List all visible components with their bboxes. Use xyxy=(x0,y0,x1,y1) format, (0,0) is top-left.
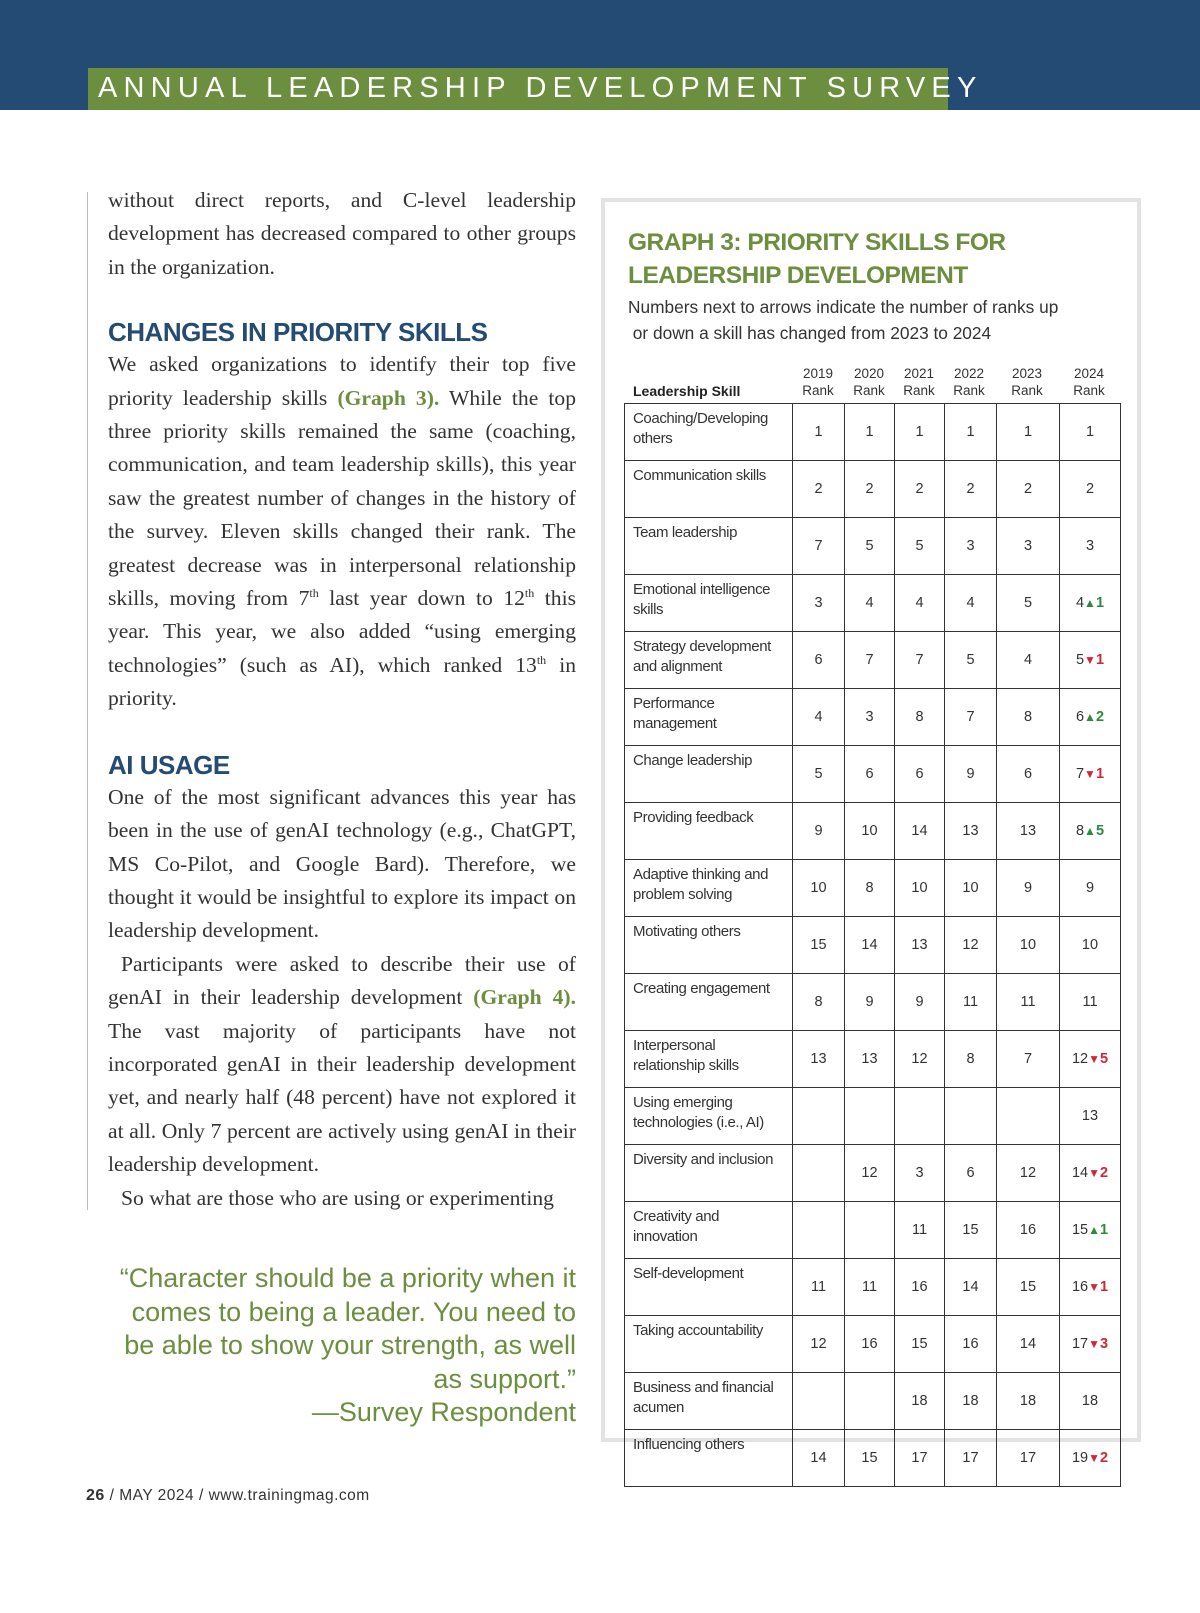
rank-cell: 12 xyxy=(845,1145,895,1202)
arrow-up-icon: ▲ xyxy=(1084,710,1096,724)
year-label: 2024 xyxy=(1073,366,1105,381)
rank-cell xyxy=(845,1373,895,1430)
rank-cell xyxy=(1060,1430,1121,1487)
rank-cell: 4 xyxy=(845,575,895,632)
rank-cell: 10 xyxy=(845,803,895,860)
rank-cell: 17 xyxy=(997,1430,1060,1487)
rank-down-indicator xyxy=(1088,1450,1108,1466)
rank-cell: 3 xyxy=(793,575,845,632)
section-heading-priority-skills: CHANGES IN PRIORITY SKILLS xyxy=(108,317,488,348)
superscript: th xyxy=(309,585,319,600)
year-header-2021 xyxy=(897,366,941,399)
rank-cell: 6 xyxy=(997,746,1060,803)
rank-cell: 3 xyxy=(997,518,1060,575)
skill-name: Self-development xyxy=(625,1259,793,1316)
rank-value: 9 xyxy=(1085,880,1095,896)
rank-cell: 18 xyxy=(997,1373,1060,1430)
skill-name: Taking accountability xyxy=(625,1316,793,1373)
arrow-down-icon: ▼ xyxy=(1084,653,1096,667)
table-row xyxy=(625,1316,1121,1373)
arrow-down-icon: ▼ xyxy=(1088,1166,1100,1180)
rank-cell: 7 xyxy=(997,1031,1060,1088)
rank-cell: 15 xyxy=(793,917,845,974)
rank-cell: 2 xyxy=(945,461,997,518)
rank-cell: 16 xyxy=(845,1316,895,1373)
graph-title xyxy=(628,226,1128,292)
rank-cell: 12 xyxy=(793,1316,845,1373)
skill-name: Business and financial acumen xyxy=(625,1373,793,1430)
rank-up-indicator xyxy=(1084,595,1104,611)
rank-cell xyxy=(1060,1088,1121,1145)
arrow-down-icon: ▼ xyxy=(1088,1052,1100,1066)
rank-cell: 9 xyxy=(845,974,895,1031)
rank-value: 13 xyxy=(1081,1108,1099,1124)
graph-subtitle xyxy=(628,295,1118,346)
year-label: 2020 xyxy=(853,366,885,381)
rank-label: Rank xyxy=(1011,382,1043,398)
table-row xyxy=(625,1088,1121,1145)
rank-value: 2 xyxy=(1085,481,1095,497)
rank-cell: 15 xyxy=(895,1316,945,1373)
rank-cell: 18 xyxy=(945,1373,997,1430)
rank-cell: 12 xyxy=(997,1145,1060,1202)
table-row xyxy=(625,461,1121,518)
rank-cell: 11 xyxy=(997,974,1060,1031)
rank-cell: 14 xyxy=(895,803,945,860)
rank-cell: 8 xyxy=(997,689,1060,746)
rank-cell: 13 xyxy=(997,803,1060,860)
graph-subtitle-line-2: or down a skill has changed from 2023 to 2024 xyxy=(628,322,992,343)
rank-cell: 7 xyxy=(945,689,997,746)
skill-name: Diversity and inclusion xyxy=(625,1145,793,1202)
rank-down-indicator xyxy=(1084,652,1104,668)
graph-title-line-1: GRAPH 3: PRIORITY SKILLS FOR xyxy=(628,229,1006,256)
table-row xyxy=(625,1430,1121,1487)
skill-name: Strategy development and alignment xyxy=(625,632,793,689)
year-header-2023 xyxy=(1005,366,1049,399)
rank-value: 10 xyxy=(1081,937,1099,953)
graph3-reference: (Graph 3). xyxy=(337,385,440,410)
rank-cell: 15 xyxy=(997,1259,1060,1316)
rank-down-indicator xyxy=(1088,1165,1108,1181)
rank-change-value: 5 xyxy=(1099,1051,1109,1067)
year-header-2020 xyxy=(847,366,891,399)
rank-cell: 8 xyxy=(945,1031,997,1088)
rank-cell: 10 xyxy=(895,860,945,917)
table-row xyxy=(625,974,1121,1031)
rank-cell xyxy=(1060,404,1121,461)
rank-change-value: 1 xyxy=(1099,1279,1109,1295)
rank-cell xyxy=(895,1088,945,1145)
footer-text: / MAY 2024 / www.trainingmag.com xyxy=(104,1487,370,1504)
rank-cell: 13 xyxy=(845,1031,895,1088)
rank-cell xyxy=(1060,1259,1121,1316)
skill-column-header: Leadership Skill xyxy=(633,383,741,399)
column-divider xyxy=(87,192,88,1210)
text-span: We asked organizations to identify their top five priority leadership skills xyxy=(108,352,576,410)
rank-value: 7 xyxy=(1075,766,1085,782)
rank-cell xyxy=(997,1088,1060,1145)
rank-cell: 2 xyxy=(793,461,845,518)
year-label: 2023 xyxy=(1011,366,1043,381)
rank-cell xyxy=(793,1373,845,1430)
rank-change-value: 3 xyxy=(1099,1336,1109,1352)
table-row xyxy=(625,1259,1121,1316)
rank-cell: 13 xyxy=(895,917,945,974)
header-banner xyxy=(0,0,1200,110)
rank-value: 17 xyxy=(1071,1336,1089,1352)
skill-name: Team leadership xyxy=(625,518,793,575)
table-row xyxy=(625,689,1121,746)
rank-value: 15 xyxy=(1071,1222,1089,1238)
rank-cell: 4 xyxy=(945,575,997,632)
graph-subtitle-line-1: Numbers next to arrows indicate the number of ranks up xyxy=(628,297,1059,317)
rank-cell: 8 xyxy=(793,974,845,1031)
text-span: The vast majority of participants have not incorporated genAI in their leadership development yet, and nearly half (48 percent) have not explored it at all. Only 7 percent are actively using genAI in their leadership development. xyxy=(108,1018,576,1177)
graph4-reference: (Graph 4). xyxy=(473,985,576,1010)
rank-cell xyxy=(1060,860,1121,917)
rank-cell xyxy=(1060,1145,1121,1202)
rank-cell: 16 xyxy=(895,1259,945,1316)
table-row xyxy=(625,1373,1121,1430)
skill-name: Emotional intelligence skills xyxy=(625,575,793,632)
text-span: While the top three priority skills remained the same (coaching, communication, and team leadership skills), this year saw the greatest number of changes in the history of the survey. Eleven skills changed their rank. The greatest decrease was in interpersonal relationship skills, moving from 7 xyxy=(108,385,576,611)
rank-cell: 3 xyxy=(845,689,895,746)
rank-cell: 7 xyxy=(845,632,895,689)
rank-cell: 3 xyxy=(895,1145,945,1202)
skill-name: Performance management xyxy=(625,689,793,746)
rank-change-value: 2 xyxy=(1099,1165,1109,1181)
graph-title-line-2: LEADERSHIP DEVELOPMENT xyxy=(628,262,968,289)
table-row xyxy=(625,1202,1121,1259)
quote-attribution: —Survey Respondent xyxy=(311,1397,576,1427)
rank-cell: 13 xyxy=(793,1031,845,1088)
skill-name: Coaching/Developing others xyxy=(625,404,793,461)
rank-cell: 9 xyxy=(895,974,945,1031)
rank-cell xyxy=(945,1088,997,1145)
rank-cell xyxy=(793,1202,845,1259)
skill-name: Change leadership xyxy=(625,746,793,803)
skill-name: Adaptive thinking and problem solving xyxy=(625,860,793,917)
arrow-down-icon: ▼ xyxy=(1088,1280,1100,1294)
rank-cell: 18 xyxy=(895,1373,945,1430)
rank-down-indicator xyxy=(1088,1336,1108,1352)
rank-cell: 2 xyxy=(845,461,895,518)
rank-cell: 5 xyxy=(895,518,945,575)
skill-name: Using emerging technologies (i.e., AI) xyxy=(625,1088,793,1145)
page-footer xyxy=(86,1487,370,1505)
rank-cell: 4 xyxy=(793,689,845,746)
rank-value: 19 xyxy=(1071,1450,1089,1466)
rank-cell xyxy=(1060,803,1121,860)
rank-label: Rank xyxy=(1073,382,1105,398)
rank-cell: 6 xyxy=(945,1145,997,1202)
year-label: 2019 xyxy=(802,366,834,381)
rank-cell: 4 xyxy=(997,632,1060,689)
article-column xyxy=(108,184,576,1215)
rank-cell xyxy=(793,1088,845,1145)
rank-down-indicator xyxy=(1088,1051,1108,1067)
rank-cell: 7 xyxy=(895,632,945,689)
table-row xyxy=(625,860,1121,917)
rank-cell: 11 xyxy=(793,1259,845,1316)
arrow-down-icon: ▼ xyxy=(1088,1451,1100,1465)
rank-change-value: 1 xyxy=(1095,766,1105,782)
year-header-2024 xyxy=(1067,366,1111,399)
rank-cell xyxy=(1060,746,1121,803)
rank-down-indicator xyxy=(1088,1279,1108,1295)
rank-cell xyxy=(1060,917,1121,974)
rank-cell xyxy=(1060,1031,1121,1088)
rank-cell xyxy=(1060,632,1121,689)
arrow-up-icon: ▲ xyxy=(1084,824,1096,838)
skill-name: Providing feedback xyxy=(625,803,793,860)
rank-cell: 12 xyxy=(945,917,997,974)
rank-value: 3 xyxy=(1085,538,1095,554)
rank-down-indicator xyxy=(1084,766,1104,782)
rank-cell xyxy=(1060,1373,1121,1430)
priority-skills-table xyxy=(624,403,1121,1487)
rank-label: Rank xyxy=(903,382,935,398)
arrow-up-icon: ▲ xyxy=(1088,1223,1100,1237)
rank-cell: 6 xyxy=(895,746,945,803)
rank-change-value: 1 xyxy=(1095,595,1105,611)
rank-change-value: 1 xyxy=(1099,1222,1109,1238)
page-number: 26 xyxy=(86,1487,105,1504)
rank-cell: 6 xyxy=(793,632,845,689)
rank-cell: 17 xyxy=(895,1430,945,1487)
rank-cell: 5 xyxy=(997,575,1060,632)
rank-change-value: 5 xyxy=(1095,823,1105,839)
year-header-2019 xyxy=(796,366,840,399)
table-row xyxy=(625,803,1121,860)
rank-cell: 1 xyxy=(845,404,895,461)
text-span: in priority. xyxy=(108,652,576,711)
rank-cell: 5 xyxy=(945,632,997,689)
ai-usage-paragraph-1: One of the most significant advances this year has been in the use of genAI technology (e.g., ChatGPT, MS Co-Pilot, and Google Bard). Therefore, we thought it would be insightful to explore its impact on leadership development. xyxy=(108,784,576,943)
rank-cell: 15 xyxy=(945,1202,997,1259)
rank-cell xyxy=(1060,974,1121,1031)
rank-cell: 1 xyxy=(793,404,845,461)
superscript: th xyxy=(536,652,547,667)
ai-usage-paragraph-2 xyxy=(108,948,576,1182)
rank-cell: 11 xyxy=(845,1259,895,1316)
rank-cell: 5 xyxy=(793,746,845,803)
table-row xyxy=(625,575,1121,632)
table-row xyxy=(625,404,1121,461)
year-header-2022 xyxy=(947,366,991,399)
table-row xyxy=(625,1145,1121,1202)
rank-cell: 9 xyxy=(793,803,845,860)
rank-cell xyxy=(1060,689,1121,746)
rank-cell: 16 xyxy=(945,1316,997,1373)
rank-cell xyxy=(793,1145,845,1202)
rank-cell xyxy=(1060,575,1121,632)
rank-value: 11 xyxy=(1082,994,1098,1010)
rank-cell: 11 xyxy=(945,974,997,1031)
rank-value: 1 xyxy=(1085,424,1095,440)
rank-value: 12 xyxy=(1071,1051,1089,1067)
rank-cell xyxy=(1060,518,1121,575)
rank-cell: 5 xyxy=(845,518,895,575)
rank-label: Rank xyxy=(953,382,985,398)
rank-cell: 13 xyxy=(945,803,997,860)
priority-skills-paragraph xyxy=(108,348,576,715)
rank-cell: 1 xyxy=(997,404,1060,461)
intro-paragraph: without direct reports, and C-level leadership development has decreased compared to other groups in the organization. xyxy=(108,188,576,279)
skill-name: Creativity and innovation xyxy=(625,1202,793,1259)
arrow-down-icon: ▼ xyxy=(1084,767,1096,781)
table-row xyxy=(625,518,1121,575)
rank-cell xyxy=(1060,1202,1121,1259)
table-row xyxy=(625,1031,1121,1088)
rank-cell: 1 xyxy=(945,404,997,461)
table-row xyxy=(625,632,1121,689)
skill-name: Interpersonal relationship skills xyxy=(625,1031,793,1088)
ai-usage-paragraph-3: So what are those who are using or experimenting xyxy=(121,1185,554,1210)
rank-cell: 8 xyxy=(895,689,945,746)
text-span: last year down to 12 xyxy=(318,586,525,611)
rank-change-value: 2 xyxy=(1099,1450,1109,1466)
rank-cell: 9 xyxy=(945,746,997,803)
rank-value: 14 xyxy=(1071,1165,1089,1181)
rank-cell: 14 xyxy=(997,1316,1060,1373)
skill-name: Influencing others xyxy=(625,1430,793,1487)
rank-cell: 7 xyxy=(793,518,845,575)
rank-value: 6 xyxy=(1075,709,1085,725)
superscript: th xyxy=(524,585,535,600)
rank-cell: 2 xyxy=(895,461,945,518)
rank-cell: 9 xyxy=(997,860,1060,917)
rank-cell: 3 xyxy=(945,518,997,575)
rank-cell: 4 xyxy=(895,575,945,632)
skill-name: Communication skills xyxy=(625,461,793,518)
rank-up-indicator xyxy=(1084,709,1104,725)
rank-cell: 12 xyxy=(895,1031,945,1088)
year-label: 2022 xyxy=(953,366,985,381)
skill-name: Motivating others xyxy=(625,917,793,974)
rank-cell: 16 xyxy=(997,1202,1060,1259)
rank-cell: 2 xyxy=(997,461,1060,518)
rank-change-value: 1 xyxy=(1095,652,1105,668)
year-label: 2021 xyxy=(903,366,935,381)
rank-value: 4 xyxy=(1075,595,1085,611)
rank-value: 5 xyxy=(1075,652,1085,668)
rank-cell xyxy=(1060,1316,1121,1373)
rank-cell: 14 xyxy=(845,917,895,974)
arrow-down-icon: ▼ xyxy=(1088,1337,1100,1351)
rank-value: 18 xyxy=(1081,1393,1099,1409)
pull-quote xyxy=(118,1262,576,1430)
rank-cell xyxy=(845,1088,895,1145)
rank-cell: 6 xyxy=(845,746,895,803)
rank-cell: 1 xyxy=(895,404,945,461)
table-row xyxy=(625,917,1121,974)
rank-cell: 8 xyxy=(845,860,895,917)
rank-cell: 14 xyxy=(793,1430,845,1487)
rank-cell: 15 xyxy=(845,1430,895,1487)
rank-label: Rank xyxy=(853,382,885,398)
section-heading-ai-usage: AI USAGE xyxy=(108,749,230,780)
rank-cell: 10 xyxy=(945,860,997,917)
text-span: this year. This year, we also added “using emerging technologies” (such as AI), which ranked 13 xyxy=(108,586,577,677)
rank-value: 8 xyxy=(1075,823,1085,839)
rank-cell xyxy=(1060,461,1121,518)
rank-label: Rank xyxy=(802,382,834,398)
rank-cell: 11 xyxy=(895,1202,945,1259)
rank-value: 16 xyxy=(1071,1279,1089,1295)
arrow-up-icon: ▲ xyxy=(1084,596,1096,610)
rank-cell: 17 xyxy=(945,1430,997,1487)
section-tab xyxy=(88,68,983,110)
rank-cell: 10 xyxy=(997,917,1060,974)
rank-up-indicator xyxy=(1084,823,1104,839)
quote-text: “Character should be a priority when it comes to being a leader. You need to be able to show your strength, as well as support.” xyxy=(119,1263,576,1394)
text-span: Participants were asked to describe their use of genAI in their leadership development xyxy=(108,951,576,1010)
skill-name: Creating engagement xyxy=(625,974,793,1031)
rank-up-indicator xyxy=(1088,1222,1108,1238)
rank-cell: 14 xyxy=(945,1259,997,1316)
rank-cell xyxy=(845,1202,895,1259)
table-row xyxy=(625,746,1121,803)
rank-change-value: 2 xyxy=(1095,709,1105,725)
section-title: ANNUAL LEADERSHIP DEVELOPMENT SURVEY xyxy=(98,72,983,104)
rank-cell: 10 xyxy=(793,860,845,917)
